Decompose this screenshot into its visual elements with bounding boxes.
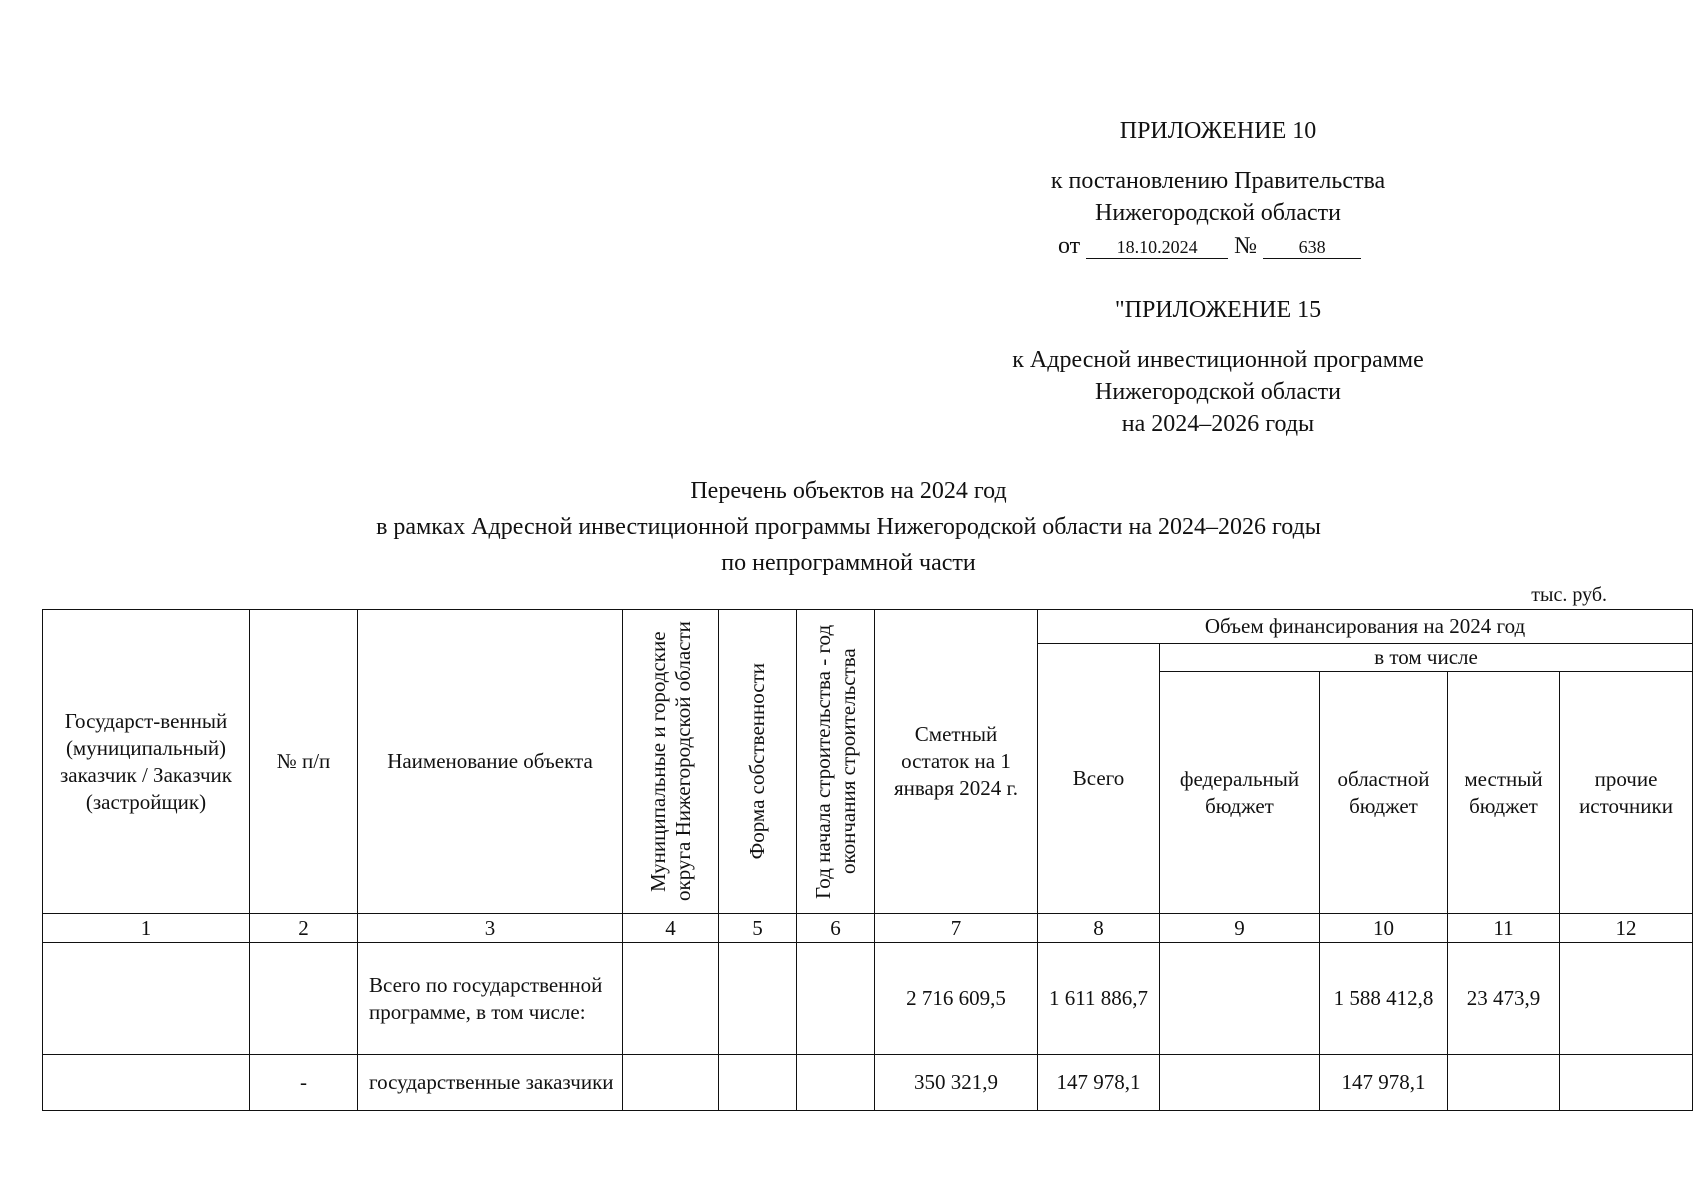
column-number: 6 [797, 914, 875, 943]
cell-years [797, 943, 875, 1055]
header-number: № п/п [250, 610, 358, 914]
cell-total: 147 978,1 [1038, 1055, 1160, 1111]
cell-municipality [623, 943, 719, 1055]
doc-title-line-1: Перечень объектов на 2024 год [690, 478, 1007, 504]
appendix-title: ПРИЛОЖЕНИЕ 10 [1119, 118, 1317, 144]
appendix2-line-1: к Адресной инвестиционной программе [1012, 347, 1424, 373]
appendix2-line-3: на 2024–2026 годы [1121, 411, 1315, 437]
column-number: 9 [1160, 914, 1320, 943]
cell-federal [1160, 943, 1320, 1055]
cell-municipality [623, 1055, 719, 1111]
cell-federal [1160, 1055, 1320, 1111]
cell-customer [43, 1055, 250, 1111]
column-number: 4 [623, 914, 719, 943]
appendix-line-1: к постановлению Правительства [1050, 168, 1386, 194]
cell-estimate: 350 321,9 [875, 1055, 1038, 1111]
column-number: 1 [43, 914, 250, 943]
cell-other [1560, 1055, 1693, 1111]
header-federal: федеральный бюджет [1160, 672, 1320, 914]
appendix-date: 18.10.2024 [1086, 237, 1228, 259]
cell-local [1448, 1055, 1560, 1111]
column-number: 3 [358, 914, 623, 943]
date-prefix: от [1058, 233, 1081, 259]
cell-name: Всего по государственной программе, в том числе: [358, 943, 623, 1055]
cell-other [1560, 943, 1693, 1055]
column-number: 7 [875, 914, 1038, 943]
header-customer: Государст-венный (муниципальный) заказчик / Заказчик (застройщик) [43, 610, 250, 914]
appendix-number: 638 [1263, 237, 1361, 259]
column-number: 8 [1038, 914, 1160, 943]
number-sign: № [1234, 233, 1258, 259]
cell-local: 23 473,9 [1448, 943, 1560, 1055]
cell-years [797, 1055, 875, 1111]
doc-title-line-3: по непрограммной части [721, 550, 976, 576]
appendix-line-2: Нижегородской области [1094, 200, 1342, 226]
cell-number [250, 943, 358, 1055]
column-numbers-row [43, 914, 1693, 943]
header-total: Всего [1038, 644, 1160, 914]
appendix2-line-2: Нижегородской области [1094, 379, 1342, 405]
column-number: 10 [1320, 914, 1448, 943]
column-number: 5 [719, 914, 797, 943]
column-number: 2 [250, 914, 358, 943]
header-years [797, 610, 875, 914]
header-estimate: Сметный остаток на 1 января 2024 г. [875, 610, 1038, 914]
table-row [43, 1055, 1693, 1111]
header-regional: областной бюджет [1320, 672, 1448, 914]
header-municipality-text: Муниципальные и городские округа Нижегородской области [645, 621, 695, 902]
header-name: Наименование объекта [358, 610, 623, 914]
cell-regional: 1 588 412,8 [1320, 943, 1448, 1055]
cell-customer [43, 943, 250, 1055]
cell-name: государственные заказчики [358, 1055, 623, 1111]
header-years-text: Год начала строительства - год окончания строительства [810, 624, 860, 899]
header-including: в том числе [1160, 644, 1693, 672]
header-other: прочие источники [1560, 672, 1693, 914]
header-local: местный бюджет [1448, 672, 1560, 914]
appendix-date-line [1058, 233, 1388, 260]
doc-title-line-2: в рамках Адресной инвестиционной программы Нижегородской области на 2024–2026 годы [376, 514, 1321, 540]
header-municipality [623, 610, 719, 914]
header-funding: Объем финансирования на 2024 год [1038, 610, 1693, 644]
units-label: тыс. руб. [1531, 584, 1607, 606]
appendix2-title: "ПРИЛОЖЕНИЕ 15 [1114, 297, 1322, 323]
header-ownership [719, 610, 797, 914]
column-number: 11 [1448, 914, 1560, 943]
cell-ownership [719, 1055, 797, 1111]
cell-estimate: 2 716 609,5 [875, 943, 1038, 1055]
cell-total: 1 611 886,7 [1038, 943, 1160, 1055]
objects-table [42, 609, 1693, 1111]
column-number: 12 [1560, 914, 1693, 943]
cell-regional: 147 978,1 [1320, 1055, 1448, 1111]
cell-number: - [250, 1055, 358, 1111]
cell-ownership [719, 943, 797, 1055]
table-row [43, 943, 1693, 1055]
header-ownership-text: Форма собственности [745, 663, 769, 860]
